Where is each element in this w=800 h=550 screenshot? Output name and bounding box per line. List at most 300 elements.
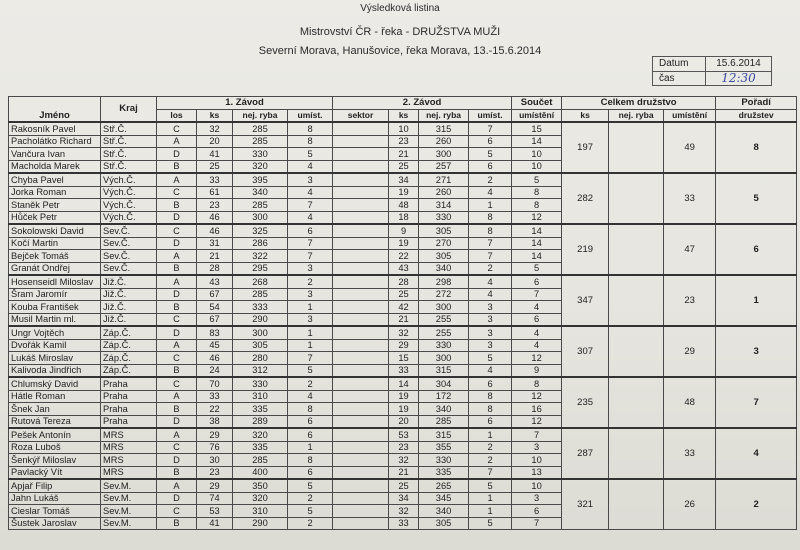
member-soucet-umisteni: 12 [512,415,562,428]
member-nej-ryba-zavod-1: 289 [233,415,288,428]
member-soucet-umisteni: 8 [512,377,562,390]
member-nej-ryba-zavod-2: 172 [419,390,469,403]
member-name: Hůček Petr [9,211,101,224]
member-umist-zavod-2: 2 [469,262,512,275]
member-sektor [333,160,389,173]
member-los: A [157,390,197,403]
member-umist-zavod-2: 3 [469,339,512,352]
member-ks-zavod-1: 25 [197,160,233,173]
member-ks-zavod-1: 43 [197,275,233,288]
member-umist-zavod-1: 6 [288,428,333,441]
member-ks-zavod-2: 32 [389,505,419,518]
member-umist-zavod-1: 1 [288,339,333,352]
member-region: Záp.Č. [101,352,157,365]
member-ks-zavod-2: 32 [389,326,419,339]
member-soucet-umisteni: 6 [512,275,562,288]
member-nej-ryba-zavod-2: 305 [419,517,469,530]
member-soucet-umisteni: 16 [512,403,562,416]
member-nej-ryba-zavod-1: 285 [233,199,288,212]
member-nej-ryba-zavod-2: 255 [419,313,469,326]
member-umist-zavod-2: 3 [469,313,512,326]
member-umist-zavod-1: 3 [288,262,333,275]
team-total-umisteni: 23 [664,275,716,326]
member-umist-zavod-1: 2 [288,377,333,390]
member-umist-zavod-2: 4 [469,275,512,288]
member-sektor [333,403,389,416]
member-region: Sev.Č. [101,250,157,263]
member-los: C [157,377,197,390]
member-los: B [157,364,197,377]
member-ks-zavod-1: 22 [197,403,233,416]
member-los: B [157,301,197,314]
member-region: Sev.Č. [101,224,157,237]
member-umist-zavod-1: 2 [288,492,333,505]
member-ks-zavod-1: 33 [197,390,233,403]
member-soucet-umisteni: 12 [512,390,562,403]
member-nej-ryba-zavod-2: 305 [419,224,469,237]
member-ks-zavod-1: 83 [197,326,233,339]
table-row [9,275,797,288]
member-soucet-umisteni: 14 [512,237,562,250]
team-total-ks: 235 [562,377,609,428]
member-ks-zavod-2: 19 [389,237,419,250]
member-umist-zavod-2: 8 [469,224,512,237]
member-ks-zavod-2: 21 [389,313,419,326]
member-sektor [333,466,389,479]
member-los: D [157,237,197,250]
header-jmeno: Jméno [9,97,101,123]
member-umist-zavod-2: 1 [469,428,512,441]
header-umist-2: umíst. [469,109,512,122]
team-total-nej-ryba [609,428,664,479]
member-ks-zavod-2: 34 [389,492,419,505]
member-name: Rutová Tereza [9,415,101,428]
member-umist-zavod-2: 4 [469,186,512,199]
member-nej-ryba-zavod-1: 305 [233,339,288,352]
member-soucet-umisteni: 4 [512,301,562,314]
member-soucet-umisteni: 3 [512,492,562,505]
member-nej-ryba-zavod-2: 285 [419,415,469,428]
member-region: Vých.Č. [101,211,157,224]
member-nej-ryba-zavod-1: 395 [233,173,288,186]
member-soucet-umisteni: 9 [512,364,562,377]
member-name: Bejček Tomáš [9,250,101,263]
member-region: Stř.Č. [101,160,157,173]
member-soucet-umisteni: 10 [512,454,562,467]
member-ks-zavod-1: 61 [197,186,233,199]
member-nej-ryba-zavod-2: 257 [419,160,469,173]
member-soucet-umisteni: 15 [512,122,562,135]
member-soucet-umisteni: 8 [512,186,562,199]
member-los: B [157,160,197,173]
member-region: MRS [101,428,157,441]
member-nej-ryba-zavod-2: 340 [419,403,469,416]
member-sektor [333,454,389,467]
member-umist-zavod-2: 1 [469,199,512,212]
member-region: Sev.Č. [101,262,157,275]
team-poradi: 8 [716,122,797,173]
member-nej-ryba-zavod-1: 280 [233,352,288,365]
member-nej-ryba-zavod-2: 260 [419,135,469,148]
header-total-ks: ks [562,109,609,122]
member-region: Vých.Č. [101,199,157,212]
member-ks-zavod-1: 33 [197,173,233,186]
member-sektor [333,224,389,237]
team-total-nej-ryba [609,479,664,530]
member-los: C [157,441,197,454]
member-umist-zavod-1: 1 [288,326,333,339]
member-nej-ryba-zavod-1: 300 [233,211,288,224]
member-ks-zavod-1: 20 [197,135,233,148]
member-los: A [157,479,197,492]
member-nej-ryba-zavod-2: 330 [419,339,469,352]
member-ks-zavod-2: 25 [389,479,419,492]
member-soucet-umisteni: 7 [512,288,562,301]
member-soucet-umisteni: 10 [512,148,562,161]
member-umist-zavod-2: 5 [469,352,512,365]
team-total-umisteni: 47 [664,224,716,275]
member-soucet-umisteni: 13 [512,466,562,479]
member-sektor [333,479,389,492]
member-nej-ryba-zavod-2: 260 [419,186,469,199]
member-name: Pacholátko Richard [9,135,101,148]
member-los: B [157,199,197,212]
team-total-nej-ryba [609,275,664,326]
member-nej-ryba-zavod-1: 285 [233,122,288,135]
member-region: Již.Č. [101,313,157,326]
member-nej-ryba-zavod-2: 314 [419,199,469,212]
member-ks-zavod-2: 53 [389,428,419,441]
member-ks-zavod-1: 31 [197,237,233,250]
team-total-nej-ryba [609,377,664,428]
member-sektor [333,148,389,161]
member-soucet-umisteni: 12 [512,211,562,224]
member-ks-zavod-2: 21 [389,148,419,161]
member-los: D [157,326,197,339]
member-nej-ryba-zavod-1: 333 [233,301,288,314]
member-umist-zavod-1: 5 [288,479,333,492]
member-umist-zavod-2: 8 [469,403,512,416]
member-name: Šenkýř Miloslav [9,454,101,467]
member-name: Pešek Antonín [9,428,101,441]
header-total-nej-ryba: nej. ryba [609,109,664,122]
member-name: Kouba František [9,301,101,314]
member-name: Rakosník Pavel [9,122,101,135]
member-nej-ryba-zavod-1: 335 [233,403,288,416]
member-umist-zavod-2: 3 [469,326,512,339]
member-ks-zavod-2: 33 [389,364,419,377]
member-nej-ryba-zavod-2: 270 [419,237,469,250]
member-sektor [333,237,389,250]
time-label: čas [653,72,706,86]
member-nej-ryba-zavod-1: 330 [233,148,288,161]
team-poradi: 4 [716,428,797,479]
header-total-umisteni: umístění [664,109,716,122]
member-ks-zavod-1: 74 [197,492,233,505]
member-umist-zavod-1: 1 [288,441,333,454]
member-ks-zavod-2: 19 [389,390,419,403]
member-sektor [333,199,389,212]
member-los: C [157,122,197,135]
member-nej-ryba-zavod-2: 255 [419,326,469,339]
member-region: Již.Č. [101,301,157,314]
member-ks-zavod-2: 10 [389,122,419,135]
member-sektor [333,441,389,454]
member-region: Stř.Č. [101,148,157,161]
member-umist-zavod-1: 4 [288,390,333,403]
member-ks-zavod-1: 32 [197,122,233,135]
member-sektor [333,211,389,224]
member-umist-zavod-2: 7 [469,466,512,479]
member-nej-ryba-zavod-2: 355 [419,441,469,454]
member-sektor [333,122,389,135]
member-name: Kočí Martin [9,237,101,250]
header-sektor: sektor [333,109,389,122]
team-poradi: 5 [716,173,797,224]
member-soucet-umisteni: 12 [512,352,562,365]
member-umist-zavod-2: 4 [469,364,512,377]
member-umist-zavod-1: 7 [288,352,333,365]
member-region: Sev.M. [101,479,157,492]
table-row [9,326,797,339]
member-ks-zavod-2: 23 [389,135,419,148]
member-nej-ryba-zavod-1: 290 [233,313,288,326]
member-ks-zavod-1: 29 [197,428,233,441]
member-nej-ryba-zavod-2: 335 [419,466,469,479]
member-umist-zavod-1: 6 [288,224,333,237]
member-nej-ryba-zavod-1: 322 [233,250,288,263]
member-ks-zavod-2: 32 [389,454,419,467]
member-los: B [157,517,197,530]
member-umist-zavod-1: 5 [288,148,333,161]
member-nej-ryba-zavod-2: 340 [419,262,469,275]
member-nej-ryba-zavod-2: 271 [419,173,469,186]
table-row [9,428,797,441]
member-region: Sev.M. [101,492,157,505]
team-total-umisteni: 33 [664,173,716,224]
member-ks-zavod-1: 46 [197,352,233,365]
member-nej-ryba-zavod-1: 268 [233,275,288,288]
member-ks-zavod-2: 19 [389,186,419,199]
member-ks-zavod-1: 67 [197,288,233,301]
member-name: Pavlacký Vít [9,466,101,479]
member-soucet-umisteni: 5 [512,173,562,186]
member-name: Ungr Vojtěch [9,326,101,339]
member-name: Musil Martin ml. [9,313,101,326]
member-ks-zavod-2: 25 [389,288,419,301]
member-nej-ryba-zavod-2: 345 [419,492,469,505]
header-druzstev: družstev [716,109,797,122]
member-sektor [333,390,389,403]
member-region: Stř.Č. [101,135,157,148]
member-region: Praha [101,390,157,403]
member-soucet-umisteni: 7 [512,517,562,530]
member-umist-zavod-2: 7 [469,122,512,135]
member-los: A [157,275,197,288]
member-umist-zavod-1: 8 [288,403,333,416]
member-nej-ryba-zavod-2: 315 [419,428,469,441]
member-ks-zavod-1: 23 [197,199,233,212]
member-ks-zavod-2: 33 [389,517,419,530]
member-sektor [333,275,389,288]
member-ks-zavod-1: 53 [197,505,233,518]
member-sektor [333,364,389,377]
header-celkem-druzstvo: Celkem družstvo [562,97,716,110]
member-soucet-umisteni: 8 [512,199,562,212]
table-row [9,479,797,492]
team-total-ks: 197 [562,122,609,173]
member-umist-zavod-1: 7 [288,250,333,263]
member-name: Hosenseidl Miloslav [9,275,101,288]
member-name: Staněk Petr [9,199,101,212]
member-name: Sokolowski David [9,224,101,237]
member-soucet-umisteni: 14 [512,224,562,237]
member-los: B [157,262,197,275]
member-sektor [333,505,389,518]
member-name: Jahn Lukáš [9,492,101,505]
member-ks-zavod-2: 34 [389,173,419,186]
member-nej-ryba-zavod-1: 310 [233,390,288,403]
member-umist-zavod-2: 4 [469,288,512,301]
member-ks-zavod-2: 25 [389,160,419,173]
member-soucet-umisteni: 10 [512,160,562,173]
member-ks-zavod-2: 18 [389,211,419,224]
team-total-umisteni: 48 [664,377,716,428]
member-ks-zavod-1: 24 [197,364,233,377]
member-ks-zavod-1: 30 [197,454,233,467]
table-row [9,377,797,390]
member-sektor [333,517,389,530]
member-umist-zavod-1: 3 [288,288,333,301]
member-los: C [157,352,197,365]
member-los: A [157,339,197,352]
member-ks-zavod-2: 43 [389,262,419,275]
member-nej-ryba-zavod-2: 272 [419,288,469,301]
header-poradi: Pořadí [716,97,797,110]
member-los: C [157,313,197,326]
header-zavod-2: 2. Závod [333,97,512,110]
member-umist-zavod-2: 2 [469,441,512,454]
member-nej-ryba-zavod-2: 300 [419,301,469,314]
time-value-handwritten: 12:30 [721,71,756,85]
member-name: Vančura Ivan [9,148,101,161]
competition-location: Severní Morava, Hanušovice, řeka Morava, 13.-15.6.2014 [258,45,542,57]
member-los: D [157,415,197,428]
member-sektor [333,173,389,186]
member-region: Již.Č. [101,288,157,301]
member-umist-zavod-2: 5 [469,148,512,161]
team-total-ks: 321 [562,479,609,530]
member-nej-ryba-zavod-2: 330 [419,454,469,467]
header-kraj: Kraj [101,97,157,123]
header-soucet: Součet [512,97,562,110]
team-poradi: 1 [716,275,797,326]
member-umist-zavod-2: 3 [469,301,512,314]
member-nej-ryba-zavod-1: 290 [233,517,288,530]
header-ks-1: ks [197,109,233,122]
member-umist-zavod-2: 6 [469,160,512,173]
member-ks-zavod-2: 42 [389,301,419,314]
member-umist-zavod-2: 5 [469,479,512,492]
member-ks-zavod-2: 14 [389,377,419,390]
member-umist-zavod-1: 1 [288,301,333,314]
member-name: Šram Jaromír [9,288,101,301]
team-total-nej-ryba [609,326,664,377]
member-nej-ryba-zavod-1: 286 [233,237,288,250]
member-umist-zavod-2: 1 [469,492,512,505]
member-sektor [333,428,389,441]
member-sektor [333,301,389,314]
member-name: Kalivoda Jindřich [9,364,101,377]
member-nej-ryba-zavod-1: 300 [233,326,288,339]
member-sektor [333,326,389,339]
date-label: Datum [653,57,706,71]
member-ks-zavod-2: 28 [389,275,419,288]
member-los: D [157,288,197,301]
member-ks-zavod-1: 41 [197,517,233,530]
member-nej-ryba-zavod-1: 325 [233,224,288,237]
header-zavod-1: 1. Závod [157,97,333,110]
member-umist-zavod-2: 5 [469,517,512,530]
member-sektor [333,377,389,390]
member-nej-ryba-zavod-1: 285 [233,135,288,148]
member-umist-zavod-2: 1 [469,505,512,518]
member-name: Roza Luboš [9,441,101,454]
results-body [9,122,797,530]
member-sektor [333,352,389,365]
member-region: Již.Č. [101,275,157,288]
date-time-box [652,56,772,86]
member-sektor [333,313,389,326]
member-nej-ryba-zavod-1: 312 [233,364,288,377]
member-umist-zavod-2: 6 [469,135,512,148]
member-los: B [157,466,197,479]
member-name: Lukáš Miroslav [9,352,101,365]
member-los: A [157,135,197,148]
team-total-ks: 219 [562,224,609,275]
member-region: Sev.M. [101,505,157,518]
team-total-nej-ryba [609,224,664,275]
member-region: Stř.Č. [101,122,157,135]
member-ks-zavod-2: 48 [389,199,419,212]
member-ks-zavod-1: 45 [197,339,233,352]
member-nej-ryba-zavod-1: 330 [233,377,288,390]
member-sektor [333,250,389,263]
document-title: Výsledková listina [360,3,440,14]
member-nej-ryba-zavod-1: 340 [233,186,288,199]
member-sektor [333,135,389,148]
member-soucet-umisteni: 14 [512,250,562,263]
team-total-umisteni: 33 [664,428,716,479]
member-region: MRS [101,454,157,467]
member-name: Cieslar Tomáš [9,505,101,518]
member-umist-zavod-1: 8 [288,454,333,467]
member-ks-zavod-2: 23 [389,441,419,454]
member-umist-zavod-2: 6 [469,377,512,390]
member-ks-zavod-1: 38 [197,415,233,428]
member-ks-zavod-2: 29 [389,339,419,352]
member-region: Záp.Č. [101,339,157,352]
member-soucet-umisteni: 10 [512,479,562,492]
team-poradi: 3 [716,326,797,377]
member-sektor [333,415,389,428]
member-name: Šustek Jaroslav [9,517,101,530]
member-name: Hátle Roman [9,390,101,403]
team-poradi: 2 [716,479,797,530]
member-los: C [157,505,197,518]
member-sektor [333,262,389,275]
member-name: Jorka Roman [9,186,101,199]
